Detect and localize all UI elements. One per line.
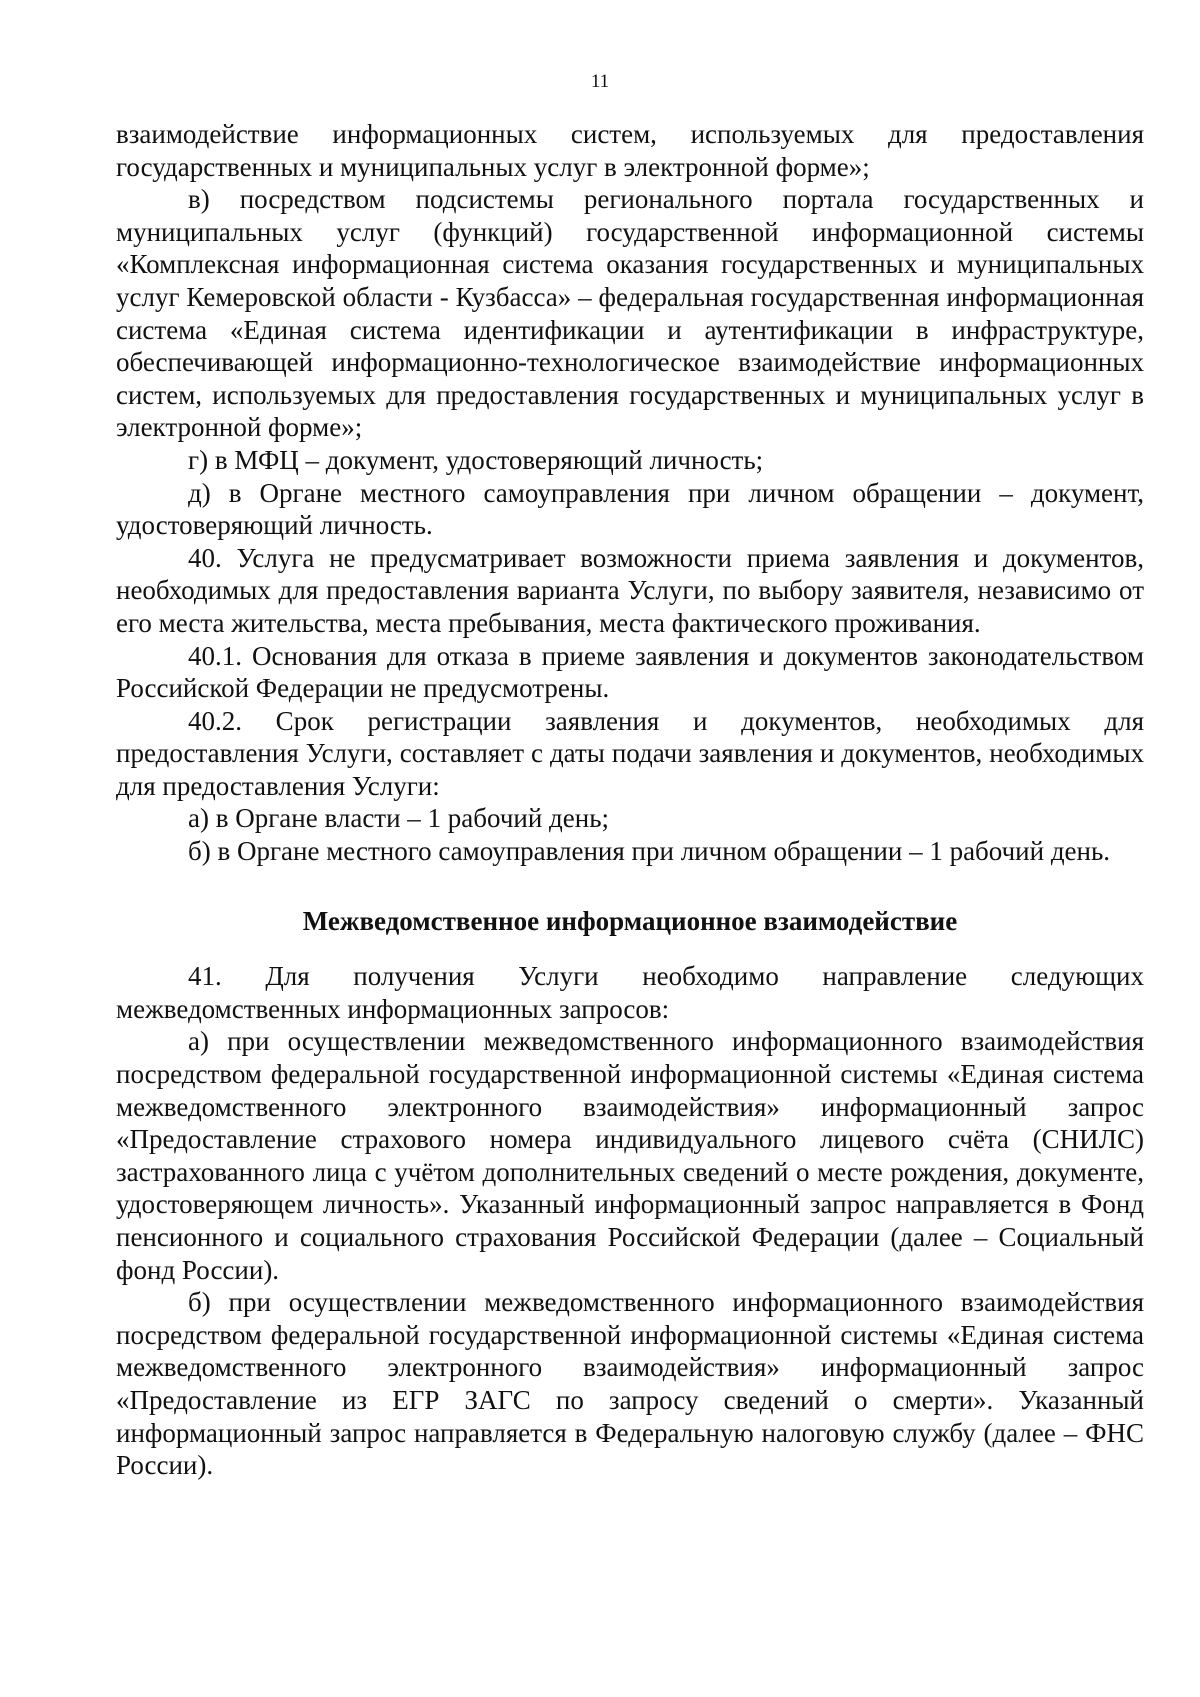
paragraph-40-1: 40.1. Основания для отказа в приеме заявления и документов законодательством Российской Федерации не предусмотрены. [116,640,1144,704]
paragraph-40-2-a: а) в Органе власти – 1 рабочий день; [188,803,610,834]
paragraph-40-2-b: б) в Органе местного самоуправления при личном обращении – 1 рабочий день. [188,836,1111,867]
paragraph-40: 40. Услуга не предусматривает возможности приема заявления и документов, необходимых для предоставления варианта Услуги, по выбору заявителя, независимо от его места жительства, места пребывания, места фактического проживания. [116,542,1144,638]
page-number: 11 [590,71,610,92]
paragraph-item-v: в) посредством подсистемы регионального портала государственных и муниципальных услуг (функций) государственной информационной системы «Комплексная информационная система оказания государственных и муниципальных услуг Кемеровской области - Кузбасса» – федеральная государственная информационная система «Единая система идентификации и аутентификации в инфраструктуре, обеспечивающей информационно-технологическое взаимодействие информационных систем, используемых для предоставления государственных и муниципальных услуг в электронной форме»; [116,184,1144,443]
paragraph-41-a: а) при осуществлении межведомственного информационного взаимодействия посредством федеральной государственной информационной системы «Единая система межведомственного электронного взаимодействия» информационный запрос «Предоставление страхового номера индивидуального лицевого счёта (СНИЛС) застрахованного лица с учётом дополнительных сведений о месте рождения, документе, удостоверяющем личность». Указанный информационный запрос направляется в Фонд пенсионного и социального страхования Российской Федерации (далее – Социальный фонд России). [116,1026,1144,1285]
document-body [116,118,1144,1482]
paragraph-item-d: д) в Органе местного самоуправления при личном обращении – документ, удостоверяющий личность. [116,477,1144,541]
paragraph-item-g: г) в МФЦ – документ, удостоверяющий личность; [188,444,764,475]
paragraph-41: 41. Для получения Услуги необходимо направление следующих межведомственных информационных запросов: [116,961,1144,1024]
paragraph-40-2: 40.2. Срок регистрации заявления и документов, необходимых для предоставления Услуги, составляет с даты подачи заявления и документов, необходимых для предоставления Услуги: [116,705,1144,801]
paragraph-41-b: б) при осуществлении межведомственного информационного взаимодействия посредством федеральной государственной информационной системы «Единая система межведомственного электронного взаимодействия» информационный запрос «Предоставление из ЕГР ЗАГС по запросу сведений о смерти». Указанный информационный запрос направляется в Федеральную налоговую службу (далее – ФНС России). [116,1287,1144,1481]
section-heading: Межведомственное информационное взаимодействие [302,905,958,936]
paragraph-continuation: взаимодействие информационных систем, используемых для предоставления государственных и муниципальных услуг в электронной форме»; [116,119,1144,182]
